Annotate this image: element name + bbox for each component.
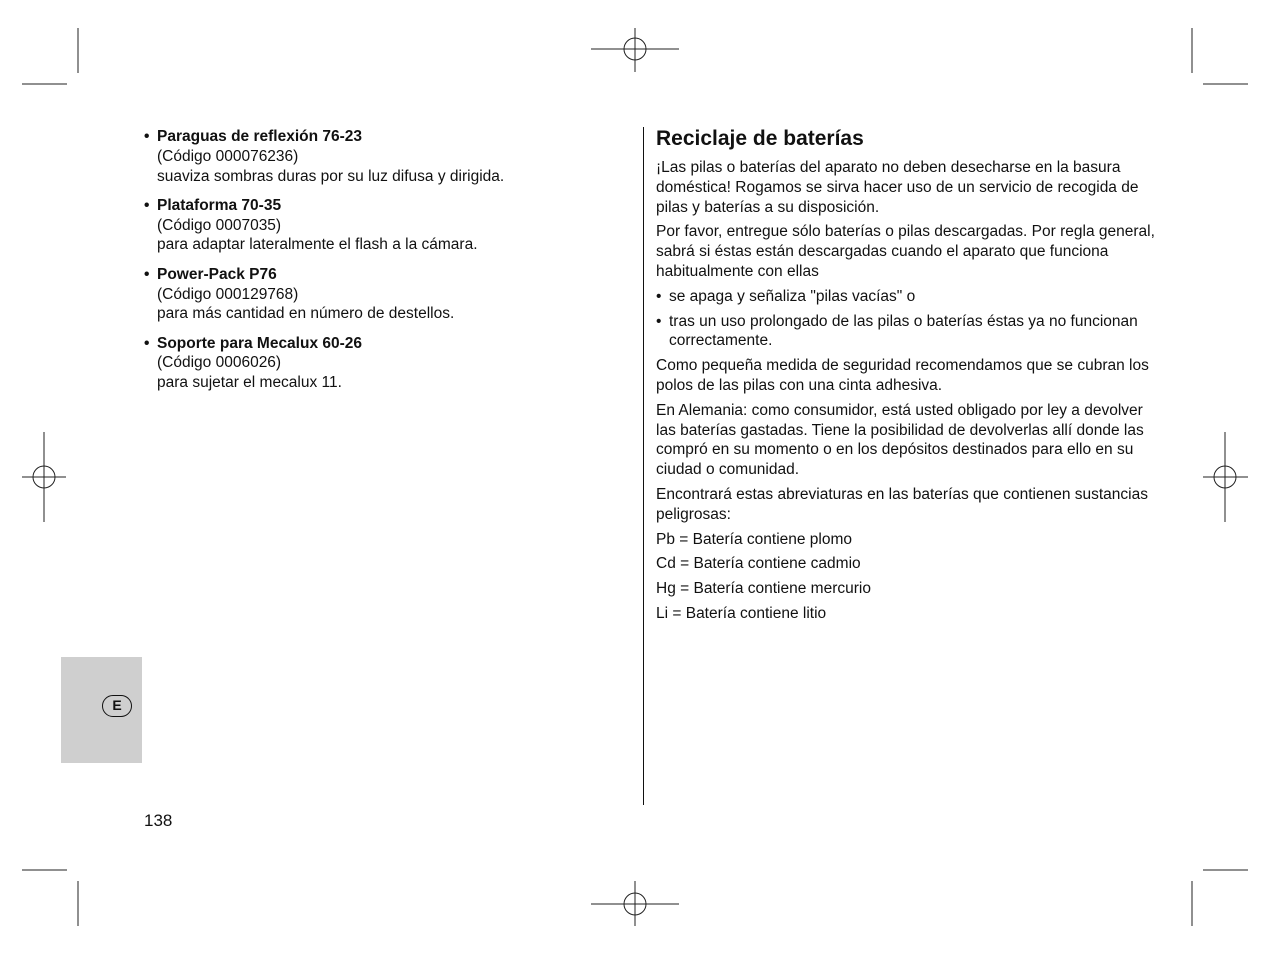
column-divider [643,127,644,805]
accessory-title: Soporte para Mecalux 60-26 [157,334,363,352]
accessory-code: (Código 000129768) [157,285,299,303]
accessory-description: suaviza sombras duras por su luz difusa y dirigida. [157,167,505,185]
accessory-description: para sujetar el mecalux 11. [157,374,342,392]
abbreviation-cd: Cd = Batería contiene cadmio [656,555,861,573]
accessory-code: (Código 0007035) [157,216,282,234]
list-item: • se apaga y señaliza "pilas vacías" o [656,287,916,305]
paragraph-germany: En Alemania: como consumidor, está usted obligado por ley a devolver las baterías gastadas. Tiene la posibilidad de devolverlas allí donde las compró en su momento o en los depósitos destinados para ello en su ciudad o comunidad. [656,401,1144,479]
accessory-code: (Código 0006026) [157,354,282,372]
accessory-item: • Power-Pack P76 (Código 000129768) para más cantidad en número de destellos. [144,265,614,324]
language-badge: E [102,695,132,717]
registration-mark-left [22,432,66,522]
accessory-item: • Paraguas de reflexión 76-23 (Código 000076236) suaviza sombras duras por su luz difusa y dirigida. [144,127,614,186]
accessory-code: (Código 000076236) [157,147,299,165]
registration-mark-top [591,28,679,72]
page-number: 138 [144,811,173,830]
paragraph-abbreviations: Encontrará estas abreviaturas en las baterías que contienen sustancias peligrosas: [656,485,1148,523]
paragraph-disposal: ¡Las pilas o baterías del aparato no deben desecharse en la basura doméstica! Rogamos se sirva hacer uso de un servicio de recogida de pilas y baterías a su disposición. [656,159,1139,216]
list-item: • tras un uso prolongado de las pilas o baterías éstas ya no funcionan correctamente. [656,312,1138,350]
accessory-title: Paraguas de reflexión 76-23 [157,128,363,145]
recycling-section [656,125,1156,629]
accessory-item: • Plataforma 70-35 (Código 0007035) para adaptar lateralmente el flash a la cámara. [144,196,614,255]
section-heading: Reciclaje de baterías [656,127,864,150]
accessory-item: • Soporte para Mecalux 60-26 (Código 0006026) para sujetar el mecalux 11. [144,334,614,393]
registration-mark-right [1203,432,1248,522]
accessories-list [144,127,614,403]
accessory-title: Power-Pack P76 [157,265,277,283]
accessory-title: Plataforma 70-35 [157,196,282,214]
paragraph-safety: Como pequeña medida de seguridad recomendamos que se cubran los polos de las pilas con una cinta adhesiva. [656,357,1149,394]
abbreviation-li: Li = Batería contiene litio [656,604,827,622]
abbreviation-pb: Pb = Batería contiene plomo [656,530,853,548]
registration-mark-bottom [591,881,679,926]
list-item-text: tras un uso prolongado de las pilas o baterías éstas ya no funcionan correctamente. [669,312,1138,350]
accessory-description: para adaptar lateralmente el flash a la cámara. [157,236,478,254]
abbreviation-hg: Hg = Batería contiene mercurio [656,580,871,598]
paragraph-discharged: Por favor, entregue sólo baterías o pilas descargadas. Por regla general, sabrá si éstas están descargadas cuando el aparato que funciona habitualmente con ellas [656,223,1155,280]
accessory-description: para más cantidad en número de destellos. [157,305,455,323]
list-item-text: se apaga y señaliza "pilas vacías" o [669,287,916,305]
